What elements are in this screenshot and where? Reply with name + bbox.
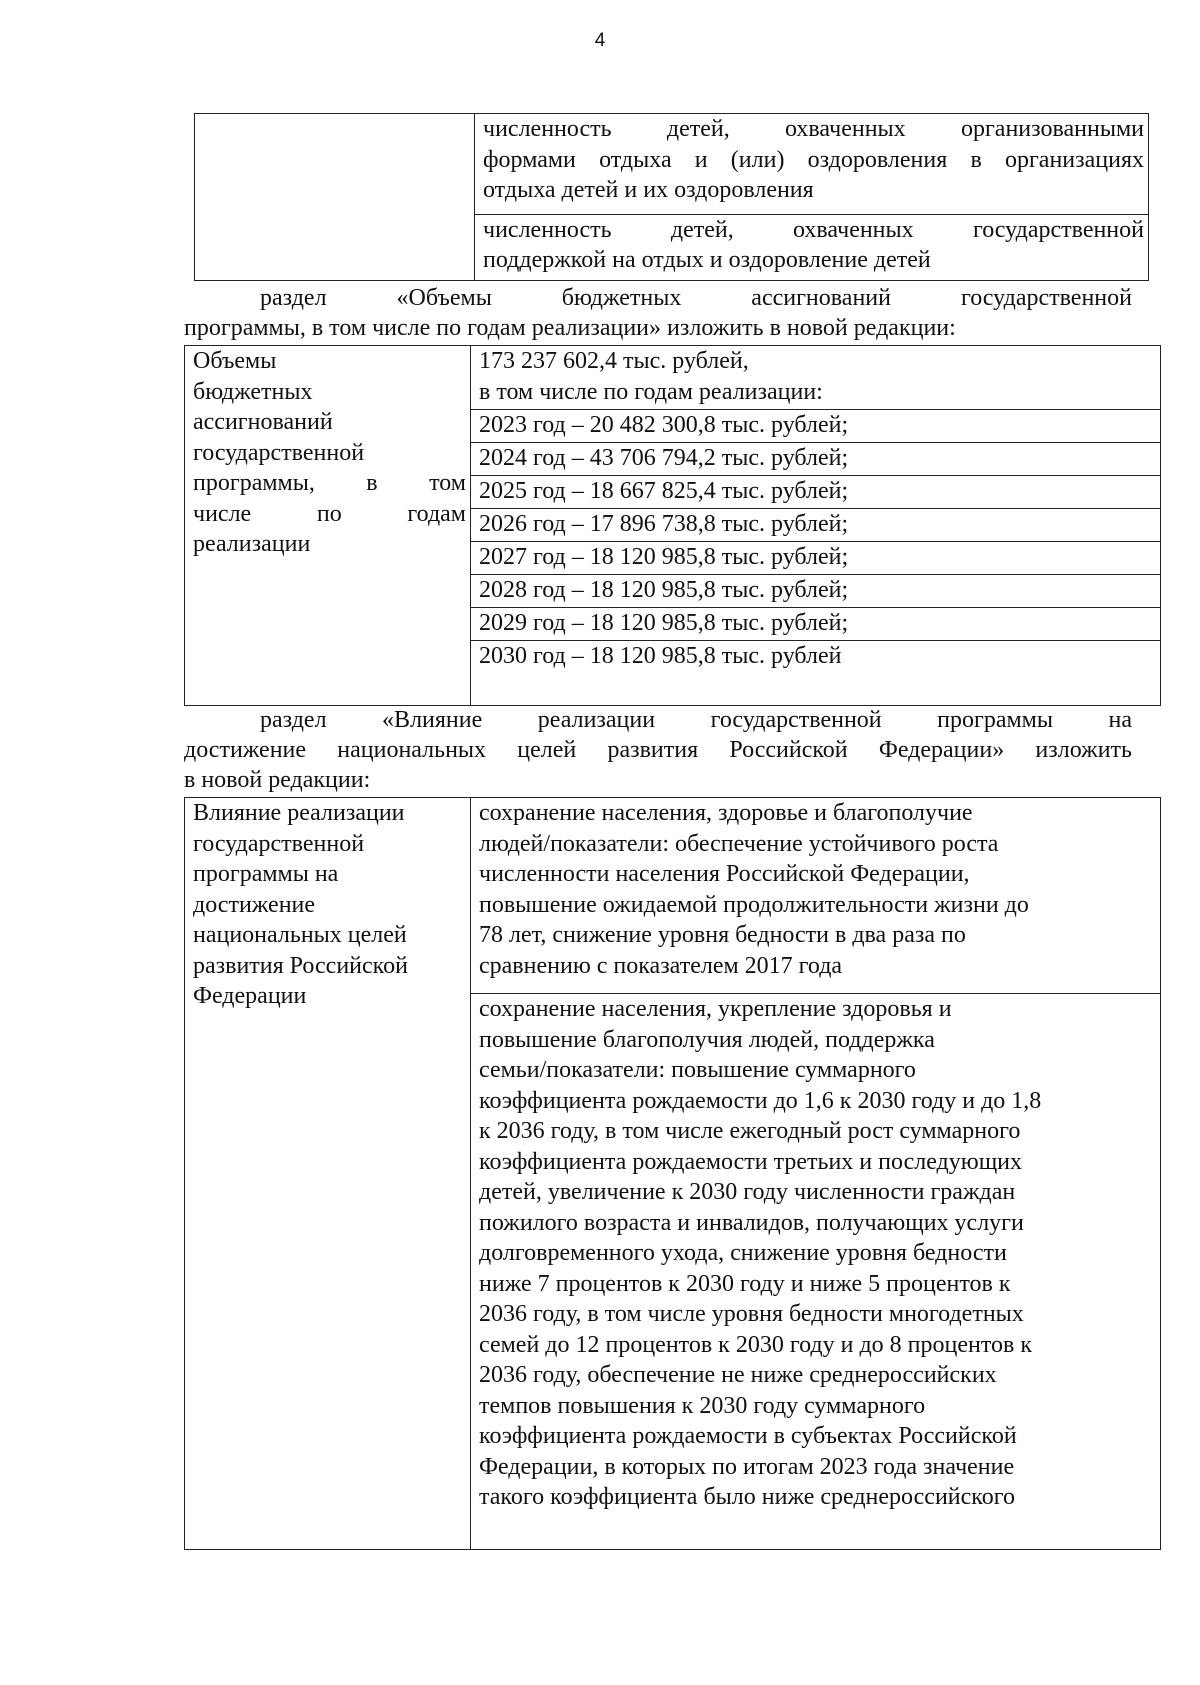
goal-text-line: коэффициента рождаемости третьих и последующих: [479, 1148, 1023, 1175]
label-line: государственной: [193, 439, 365, 466]
label-line: программы, в том: [193, 470, 466, 496]
goal-cell: [471, 798, 1161, 994]
indicator-cell: [475, 114, 1149, 215]
goal-text-line: повышение благополучия людей, поддержка: [479, 1026, 935, 1053]
goal-text-line: повышение ожидаемой продолжительности жизни до: [479, 891, 1029, 918]
label-line: Влияние реализации: [193, 800, 405, 826]
budget-year-cell: 2025 год – 18 667 825,4 тыс. рублей;: [471, 476, 1161, 509]
budget-year-cell: 2029 год – 18 120 985,8 тыс. рублей;: [471, 608, 1161, 641]
goal-text-line: численности населения Российской Федерации,: [479, 861, 970, 887]
budget-year-cell: 2024 год – 43 706 794,2 тыс. рублей;: [471, 443, 1161, 476]
intro-line: программы, в том числе по годам реализации» изложить в новой редакции:: [184, 315, 956, 341]
indicator-cell: [475, 214, 1149, 280]
goal-text-line: коэффициента рождаемости в субъектах Российской: [479, 1423, 1017, 1450]
label-line: бюджетных: [193, 378, 313, 405]
label-line: числе по годам: [193, 500, 466, 527]
indicator-line: формами отдыха и (или) оздоровления в организациях: [483, 146, 1144, 173]
budget-year-cell: 2028 год – 18 120 985,8 тыс. рублей;: [471, 575, 1161, 608]
label-line: развития Российской: [193, 952, 408, 979]
goal-text-line: людей/показатели: обеспечение устойчивого роста: [479, 830, 999, 857]
indicator-line: поддержкой на отдых и оздоровление детей: [483, 247, 931, 274]
goals-label-cell: [185, 798, 471, 1550]
intro-line: достижение национальных целей развития Российской Федерации» изложить: [184, 737, 1132, 763]
budget-year-cell: 2026 год – 17 896 738,8 тыс. рублей;: [471, 509, 1161, 542]
table-row: [185, 798, 1161, 994]
table-row: [185, 346, 1161, 410]
budget-label-cell: [185, 346, 471, 706]
goal-text-line: Федерации, в которых по итогам 2023 года значение: [479, 1453, 1015, 1480]
budget-year-cell: 2023 год – 20 482 300,8 тыс. рублей;: [471, 410, 1161, 443]
budget-total-note: в том числе по годам реализации:: [479, 378, 823, 405]
label-line: Федерации: [193, 983, 307, 1009]
goal-text-line: коэффициента рождаемости до 1,6 к 2030 году и до 1,8: [479, 1087, 1042, 1114]
label-line: достижение: [193, 891, 316, 918]
goal-text-line: 78 лет, снижение уровня бедности в два раза по: [479, 922, 966, 948]
budget-total: 173 237 602,4 тыс. рублей,: [479, 348, 749, 374]
label-line: программы на: [193, 861, 339, 887]
label-line: национальных целей: [193, 922, 407, 948]
goal-text-line: 2036 году, в том числе уровня бедности многодетных: [479, 1301, 1024, 1328]
goal-text-line: семьи/показатели: повышение суммарного: [479, 1057, 916, 1084]
intro-line: раздел «Объемы бюджетных ассигнований государственной: [260, 285, 1132, 311]
goal-text-line: такого коэффициента было ниже среднероссийского: [479, 1484, 1015, 1511]
indicators-table: [194, 113, 1149, 281]
label-line: Объемы: [193, 348, 277, 374]
goals-table: [184, 797, 1161, 1550]
page-number: 4: [594, 30, 606, 51]
indicator-line: численность детей, охваченных организованными: [483, 116, 1144, 142]
goal-text-line: темпов повышения к 2030 году суммарного: [479, 1392, 926, 1419]
intro-line: раздел «Влияние реализации государственной программы на: [260, 707, 1132, 733]
goal-text-line: пожилого возраста и инвалидов, получающих услуги: [479, 1209, 1024, 1236]
goal-text-line: детей, увеличение к 2030 году численности граждан: [479, 1179, 1016, 1206]
label-line: реализации: [193, 531, 311, 557]
label-line: государственной: [193, 830, 365, 857]
intro-line: в новой редакции:: [184, 767, 371, 793]
empty-label-cell: [195, 114, 475, 281]
goal-text-line: сравнению с показателем 2017 года: [479, 952, 843, 979]
goal-text-line: 2036 году, обеспечение не ниже среднероссийских: [479, 1362, 997, 1389]
goal-cell: [471, 994, 1161, 1550]
budget-year-cell: 2030 год – 18 120 985,8 тыс. рублей: [471, 641, 1161, 706]
section-intro-goals: [184, 705, 1132, 795]
section-intro-budget: [184, 283, 1132, 343]
indicator-line: численность детей, охваченных государственной: [483, 216, 1144, 243]
goal-text-line: к 2036 году, в том числе ежегодный рост суммарного: [479, 1118, 1021, 1145]
goal-text-line: сохранение населения, укрепление здоровья и: [479, 996, 952, 1023]
budget-year-cell: 2027 год – 18 120 985,8 тыс. рублей;: [471, 542, 1161, 575]
goal-text-line: семей до 12 процентов к 2030 году и до 8 процентов к: [479, 1331, 1033, 1358]
goal-text-line: сохранение населения, здоровье и благополучие: [479, 800, 973, 826]
table-row: [195, 114, 1149, 215]
label-line: ассигнований: [193, 409, 333, 435]
budget-total-cell: [471, 346, 1161, 410]
goal-text-line: ниже 7 процентов к 2030 году и ниже 5 процентов к: [479, 1270, 1011, 1297]
budget-table: [184, 345, 1161, 706]
indicator-line: отдыха детей и их оздоровления: [483, 177, 814, 203]
goal-text-line: долговременного ухода, снижение уровня бедности: [479, 1240, 1007, 1267]
